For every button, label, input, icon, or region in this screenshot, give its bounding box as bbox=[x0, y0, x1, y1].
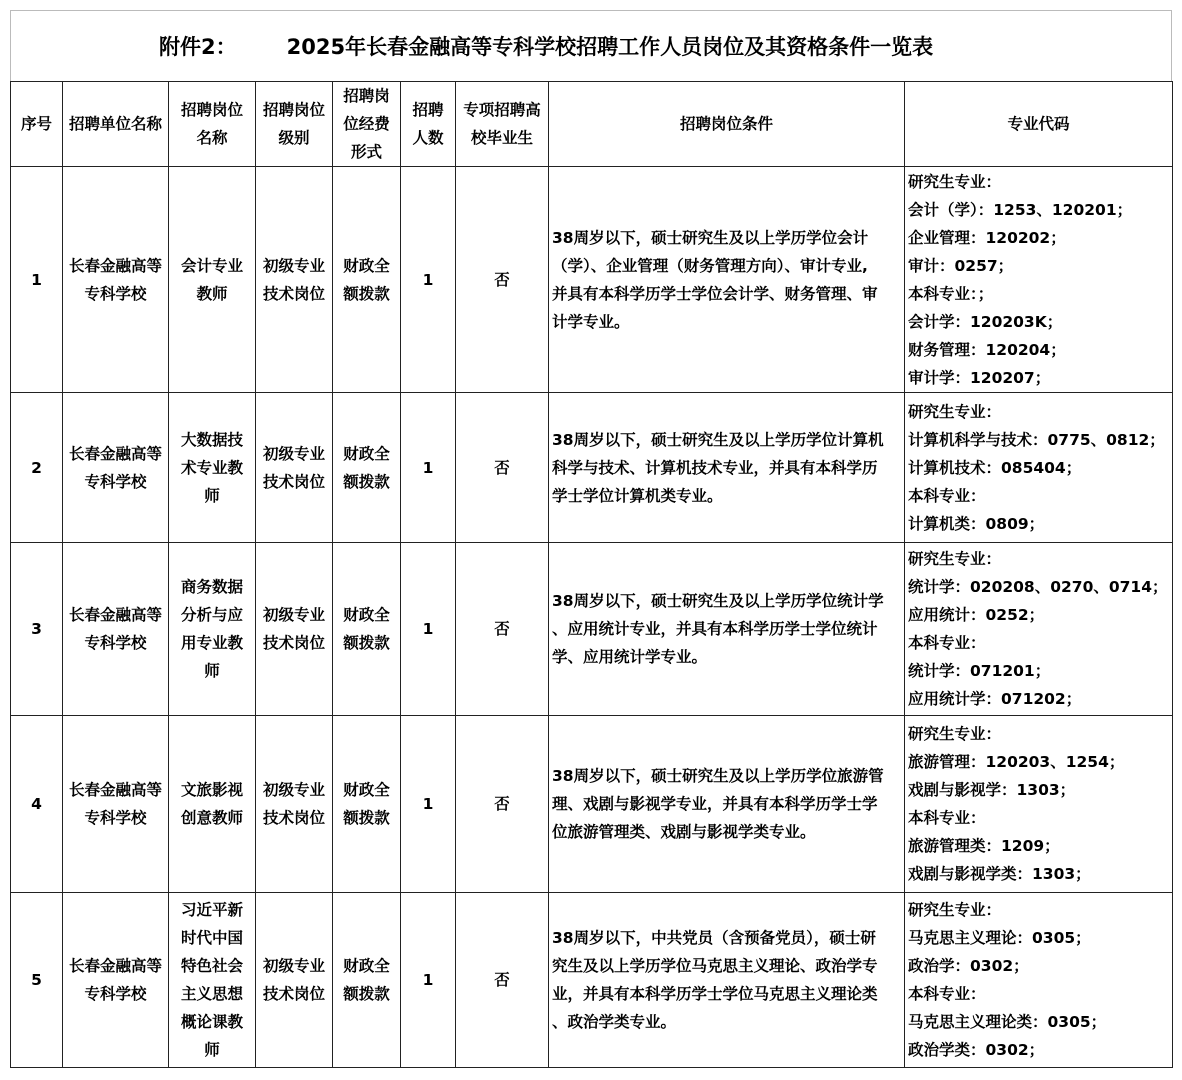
cell-special: 否 bbox=[456, 893, 549, 1068]
cell-level: 初级专业 技术岗位 bbox=[256, 543, 333, 716]
cell-special: 否 bbox=[456, 393, 549, 543]
cell-special: 否 bbox=[456, 167, 549, 393]
cell-codes: 研究生专业： 计算机科学与技术：0775、0812； 计算机技术：085404； 本科专业： 计算机类：0809； bbox=[905, 393, 1173, 543]
cell-no: 4 bbox=[11, 716, 63, 893]
header-cell: 招聘单位名称 bbox=[63, 82, 169, 167]
cell-count: 1 bbox=[401, 167, 456, 393]
cell-codes: 研究生专业： 统计学：020208、0270、0714； 应用统计：0252； 本科专业： 统计学：071201； 应用统计学：071202； bbox=[905, 543, 1173, 716]
document-title bbox=[10, 10, 1172, 81]
cell-count: 1 bbox=[401, 716, 456, 893]
cell-level: 初级专业 技术岗位 bbox=[256, 167, 333, 393]
table-row bbox=[11, 716, 1173, 893]
table-row bbox=[11, 167, 1173, 393]
cell-funding: 财政全 额拨款 bbox=[333, 543, 401, 716]
header-row bbox=[11, 82, 1173, 167]
header-cell: 序号 bbox=[11, 82, 63, 167]
header-cell: 招聘 人数 bbox=[401, 82, 456, 167]
positions-table bbox=[10, 81, 1173, 1068]
cell-unit: 长春金融高等 专科学校 bbox=[63, 167, 169, 393]
cell-unit: 长春金融高等 专科学校 bbox=[63, 393, 169, 543]
cell-post: 习近平新 时代中国 特色社会 主义思想 概论课教 师 bbox=[169, 893, 256, 1068]
cell-no: 5 bbox=[11, 893, 63, 1068]
cell-unit: 长春金融高等 专科学校 bbox=[63, 893, 169, 1068]
cell-level: 初级专业 技术岗位 bbox=[256, 893, 333, 1068]
cell-unit: 长春金融高等 专科学校 bbox=[63, 543, 169, 716]
cell-codes: 研究生专业： 马克思主义理论：0305； 政治学：0302； 本科专业： 马克思主义理论类：0305； 政治学类：0302； bbox=[905, 893, 1173, 1068]
table-row bbox=[11, 393, 1173, 543]
cell-conditions: 38周岁以下，硕士研究生及以上学历学位会计 （学）、企业管理（财务管理方向）、审计专业, 并具有本科学历学士学位会计学、财务管理、审 计学专业。 bbox=[549, 167, 905, 393]
cell-no: 2 bbox=[11, 393, 63, 543]
cell-conditions: 38周岁以下，硕士研究生及以上学历学位旅游管 理、戏剧与影视学专业，并具有本科学历学士学 位旅游管理类、戏剧与影视学类专业。 bbox=[549, 716, 905, 893]
cell-special: 否 bbox=[456, 716, 549, 893]
cell-post: 商务数据 分析与应 用专业教 师 bbox=[169, 543, 256, 716]
cell-conditions: 38周岁以下，硕士研究生及以上学历学位计算机 科学与技术、计算机技术专业，并具有本科学历 学士学位计算机类专业。 bbox=[549, 393, 905, 543]
cell-count: 1 bbox=[401, 393, 456, 543]
cell-codes: 研究生专业： 会计（学）：1253、120201； 企业管理：120202； 审计：0257； 本科专业：； 会计学：120203K； 财务管理：120204； 审计学：120207； bbox=[905, 167, 1173, 393]
cell-post: 文旅影视 创意教师 bbox=[169, 716, 256, 893]
cell-no: 1 bbox=[11, 167, 63, 393]
header-cell: 招聘岗位条件 bbox=[549, 82, 905, 167]
table-row bbox=[11, 893, 1173, 1068]
header-cell: 招聘岗位 级别 bbox=[256, 82, 333, 167]
cell-level: 初级专业 技术岗位 bbox=[256, 393, 333, 543]
cell-funding: 财政全 额拨款 bbox=[333, 893, 401, 1068]
header-cell: 招聘岗 位经费 形式 bbox=[333, 82, 401, 167]
spreadsheet bbox=[10, 10, 1172, 1068]
cell-codes: 研究生专业： 旅游管理：120203、1254； 戏剧与影视学：1303； 本科专业： 旅游管理类：1209； 戏剧与影视学类：1303； bbox=[905, 716, 1173, 893]
cell-conditions: 38周岁以下，硕士研究生及以上学历学位统计学 、应用统计专业，并具有本科学历学士学位统计 学、应用统计学专业。 bbox=[549, 543, 905, 716]
cell-funding: 财政全 额拨款 bbox=[333, 393, 401, 543]
header-cell: 专项招聘高 校毕业生 bbox=[456, 82, 549, 167]
attachment-label: 附件2： bbox=[159, 35, 237, 59]
cell-conditions: 38周岁以下，中共党员（含预备党员），硕士研 究生及以上学历学位马克思主义理论、政治学专 业，并具有本科学历学士学位马克思主义理论类 、政治学类专业。 bbox=[549, 893, 905, 1068]
cell-funding: 财政全 额拨款 bbox=[333, 716, 401, 893]
cell-level: 初级专业 技术岗位 bbox=[256, 716, 333, 893]
cell-unit: 长春金融高等 专科学校 bbox=[63, 716, 169, 893]
cell-funding: 财政全 额拨款 bbox=[333, 167, 401, 393]
header-cell: 专业代码 bbox=[905, 82, 1173, 167]
cell-count: 1 bbox=[401, 893, 456, 1068]
header-cell: 招聘岗位 名称 bbox=[169, 82, 256, 167]
cell-count: 1 bbox=[401, 543, 456, 716]
cell-special: 否 bbox=[456, 543, 549, 716]
table-row bbox=[11, 543, 1173, 716]
title-text: 2025年长春金融高等专科学校招聘工作人员岗位及其资格条件一览表 bbox=[286, 35, 934, 59]
cell-no: 3 bbox=[11, 543, 63, 716]
cell-post: 大数据技 术专业教 师 bbox=[169, 393, 256, 543]
cell-post: 会计专业 教师 bbox=[169, 167, 256, 393]
